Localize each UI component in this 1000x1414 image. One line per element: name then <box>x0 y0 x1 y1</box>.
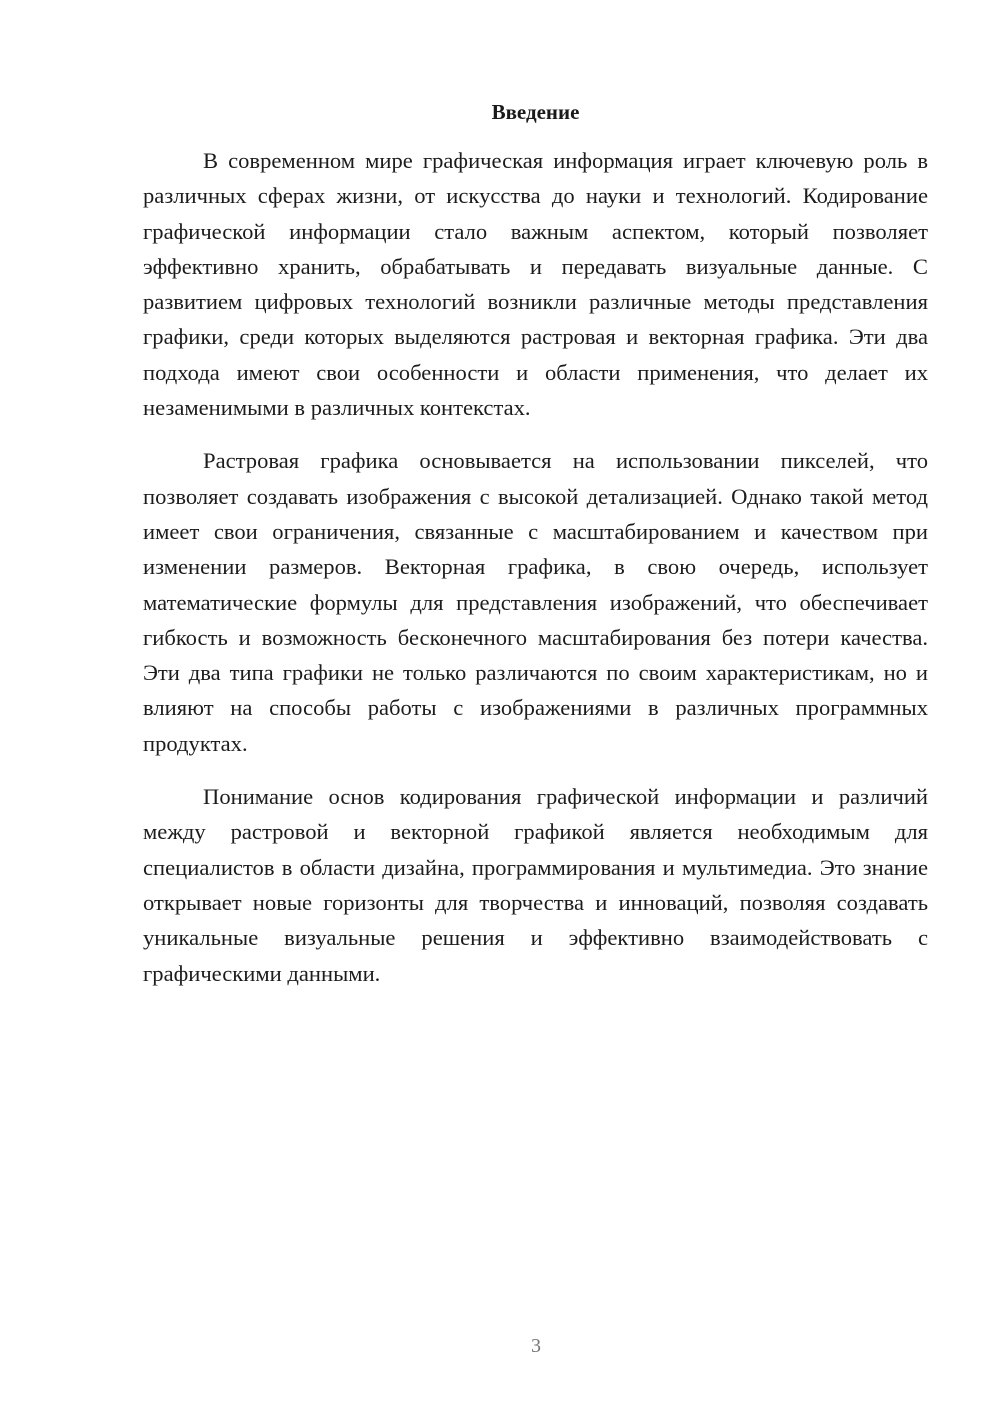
paragraph-2: Растровая графика основывается на использовании пикселей, что позволяет создавать изображения с высокой детализацией. Однако такой метод имеет свои ограничения, связанные с масштабированием и качеством при изменении размеров. Векторная графика, в свою очередь, использует математические формулы для представления изображений, что обеспечивает гибкость и возможность бесконечного масштабирования без потери качества. Эти два типа графики не только различаются по своим характеристикам, но и влияют на способы работы с изображениями в различных программных продуктах. <box>143 448 928 756</box>
body-text <box>143 143 928 991</box>
paragraph-1: В современном мире графическая информация играет ключевую роль в различных сферах жизни, от искусства до науки и технологий. Кодирование графической информации стало важным аспектом, который позволяет эффективно хранить, обрабатывать и передавать визуальные данные. С развитием цифровых технологий возникли различные методы представления графики, среди которых выделяются растровая и векторная графика. Эти два подхода имеют свои особенности и области применения, что делает их незаменимыми в различных контекстах. <box>143 148 928 421</box>
section-heading: Введение <box>491 100 580 124</box>
page-number: 3 <box>531 1335 541 1357</box>
paragraph-3: Понимание основ кодирования графической информации и различий между растровой и векторной графикой является необходимым для специалистов в области дизайна, программирования и мультимедиа. Это знание открывает новые горизонты для творчества и инноваций, позволяя создавать уникальные визуальные решения и эффективно взаимодействовать с графическими данными. <box>143 784 928 986</box>
